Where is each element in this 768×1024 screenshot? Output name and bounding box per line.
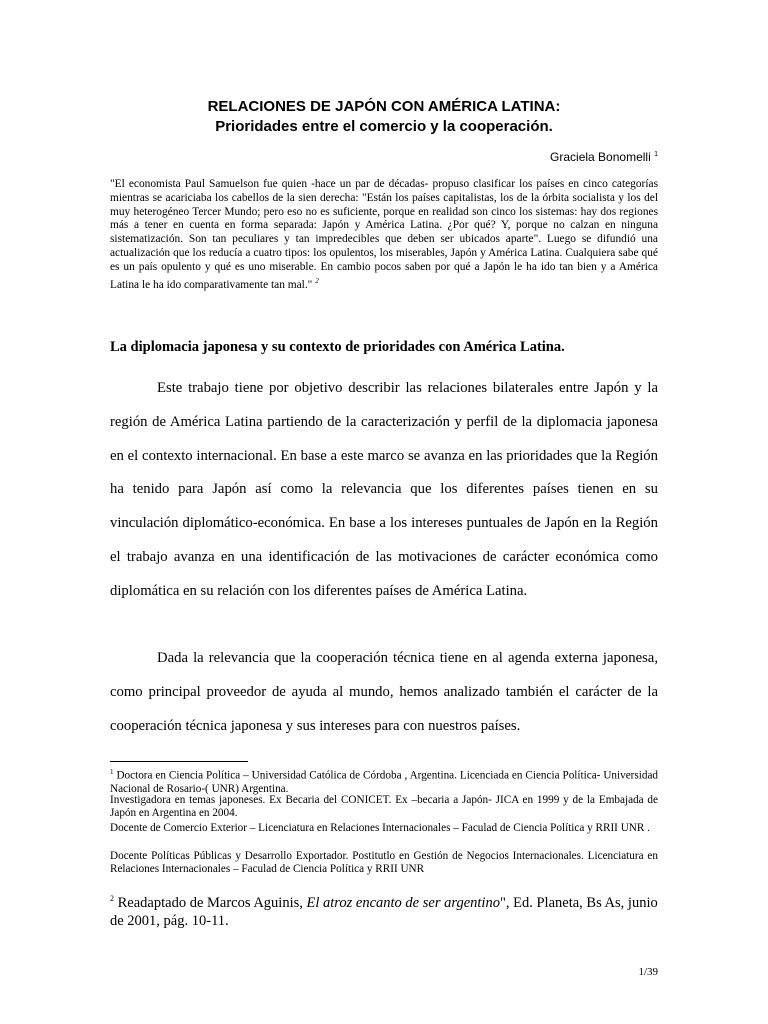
footnote-1-marker: 1 <box>110 768 114 776</box>
page-number: 1/39 <box>638 966 658 978</box>
footnote-1-line-b: Investigadora en temas japoneses. Ex Becaria del CONICET. Ex –becaria a Japón- JICA en 1999 y de la Embajada de Japón en Argentina en 2004. <box>110 794 658 820</box>
section-heading: La diplomacia japonesa y su contexto de prioridades con América Latina. <box>110 339 565 355</box>
author-footnote-ref[interactable]: 1 <box>654 151 658 158</box>
paragraph-1: Este trabajo tiene por objetivo describir las relaciones bilaterales entre Japón y la región de América Latina partiendo de la caracterización y perfil de la diplomacia japonesa en el contexto internacional. En base a este marco se avanza en las prioridades que la Región ha tenido para Japón así como la relevancia que los diferentes países tienen en su vinculación diplomático-económica. En base a los intereses puntuales de Japón en la Región el trabajo avanza en una identificación de las motivaciones de carácter económica como diplomática en su relación con los diferentes países de América Latina. <box>110 380 658 599</box>
footnote-1-line-a <box>110 766 658 796</box>
footnote-divider <box>110 761 248 762</box>
footnote-2-prefix: Readaptado de Marcos Aguinis, <box>117 894 307 911</box>
footnote-1-line-c: Docente de Comercio Exterior – Licenciatura en Relaciones Internacionales – Faculad de Ciencia Política y RRII UNR . <box>110 822 650 834</box>
title-line-2: Prioridades entre el comercio y la cooperación. <box>215 118 553 135</box>
footnote-2-suffix: ", Ed. Planeta, Bs As, junio de 2001, pág. 10-11. <box>110 894 658 929</box>
epigraph-quote <box>110 178 658 292</box>
title-line-1: RELACIONES DE JAPÓN CON AMÉRICA LATINA: <box>207 98 561 115</box>
quote-text: "El economista Paul Samuelson fue quien -hace un par de décadas- propuso clasificar los países en cinco categorías mientras se acariciaba los cabellos de la sien derecha: "Están los países capitalistas, los de la órbita socialista y los del muy heterogéneo Tercer Mundo; pero eso no es suficiente, porque en realidad son cinco los sistemas: hay dos regiones más a tener en cuenta en forma separada: Japón y América Latina. ¿Por qué? Y, porque no calzan en ninguna sistematización. Son tan peculiares y tan impredecibles que deben ser ubicados aparte". Luego se difundió una actualización que los reducía a cuatro tipos: los opulentos, los miserables, Japón y América Latina. Cualquiera sabe qué es un país opulento y qué es uno miserable. En cambio pocos saben por qué a Japón le ha ido tan bien y a América Latina le ha ido comparativamente tan mal." <box>110 178 658 291</box>
author <box>550 150 658 164</box>
quote-footnote-ref[interactable]: 2 <box>315 276 319 285</box>
footnote-1-text-a: Doctora en Ciencia Política – Universidad Católica de Córdoba , Argentina. Licenciada en Ciencia Política- Universidad Nacional de Rosario-( UNR) Argentina. <box>110 769 659 795</box>
footnote-1-line-d: Docente Políticas Públicas y Desarrollo Exportador. Postitutlo en Gestión de Negocios Internacionales. Licenciatura en Relaciones Internacionales – Faculad de Ciencia Política y RRII UNR <box>110 850 658 876</box>
author-name: Graciela Bonomelli <box>550 150 651 164</box>
paragraph-2: Dada la relevancia que la cooperación técnica tiene en al agenda externa japonesa, como principal proveedor de ayuda al mundo, hemos analizado también el carácter de la cooperación técnica japonesa y sus intereses para con nuestros países. <box>110 650 658 734</box>
footnote-2 <box>110 890 658 930</box>
footnote-2-marker: 2 <box>110 894 114 903</box>
footnote-2-book-title: El atroz encanto de ser argentino <box>306 894 500 911</box>
